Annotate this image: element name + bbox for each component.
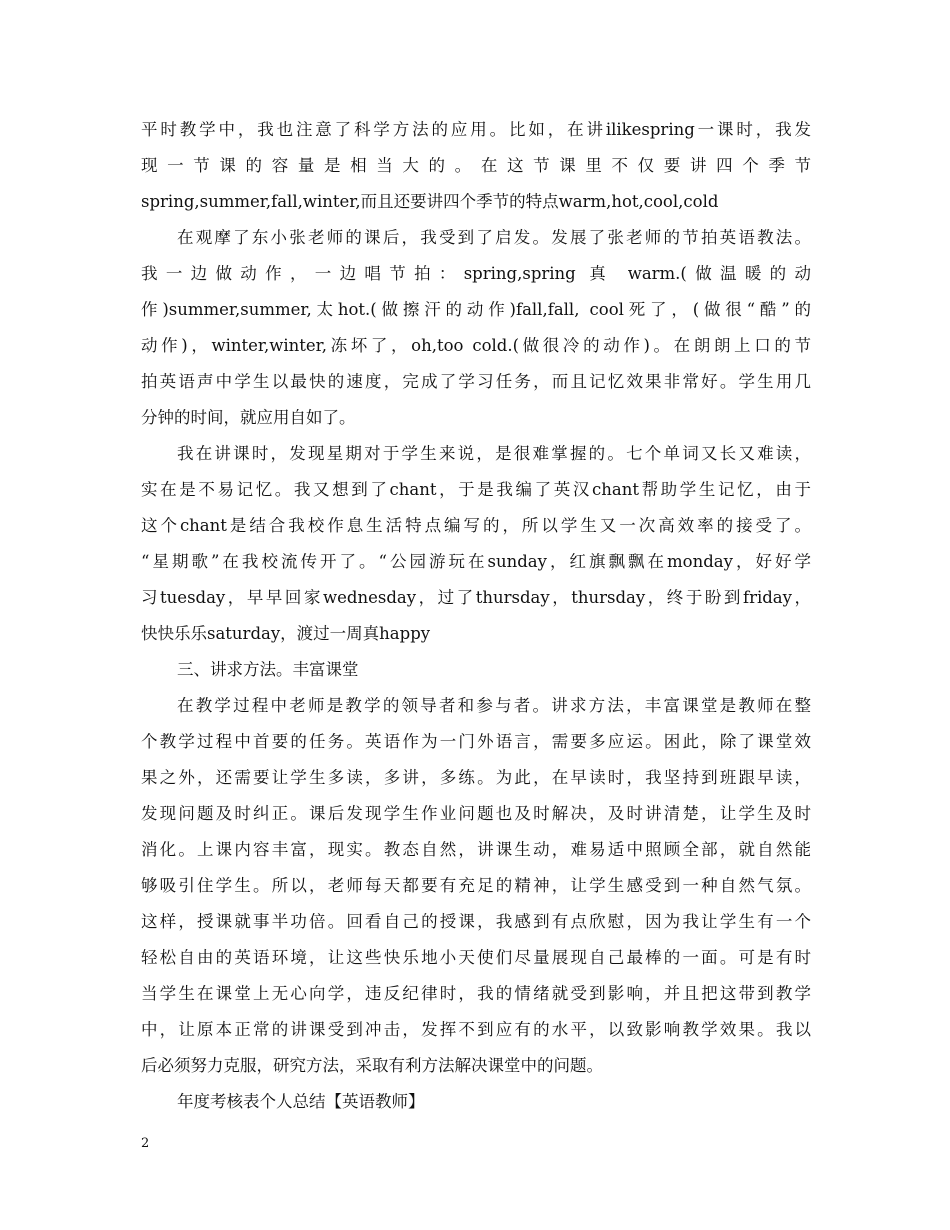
- section-heading: 三、讲求方法。丰富课堂: [177, 660, 359, 679]
- text-line: 分钟的时间，就应用自如了。: [141, 408, 356, 427]
- paragraph-first-line: 在观摩了东小张老师的课后，我受到了启发。发展了张老师的节拍英语教法。: [177, 228, 811, 247]
- document-body: [141, 112, 811, 1120]
- text-line: 拍英语声中学生以最快的速度，完成了学习任务，而且记忆效果非常好。学生用几: [141, 372, 811, 391]
- text-line: 后必须努力克服，研究方法，采取有利方法解决课堂中的问题。: [141, 1056, 603, 1075]
- paragraph-first-line: 我在讲课时，发现星期对于学生来说，是很难掌握的。七个单词又长又难读，: [177, 444, 811, 463]
- text-line: spring,summer,fall,winter,而且还要讲四个季节的特点warm,hot,cool,cold: [141, 192, 719, 211]
- text-line: 消化。上课内容丰富，现实。教态自然，讲课生动，难易适中照顾全部，就自然能: [141, 840, 811, 859]
- text-line: 这个chant是结合我校作息生活特点编写的，所以学生又一次高效率的接受了。: [141, 516, 811, 535]
- text-line: 果之外，还需要让学生多读，多讲，多练。为此，在早读时，我坚持到班跟早读，: [141, 768, 811, 787]
- text-line: 个教学过程中首要的任务。英语作为一门外语言，需要多应运。困此，除了课堂效: [141, 732, 811, 751]
- section-title: 年度考核表个人总结【英语教师】: [177, 1092, 425, 1111]
- text-line: 现一节课的容量是相当大的。在这节课里不仅要讲四个季节: [141, 156, 811, 175]
- text-line: “星期歌”在我校流传开了。“公园游玩在sunday，红旗飘飘在monday，好好学: [141, 552, 811, 571]
- text-line: 平时教学中，我也注意了科学方法的应用。比如，在讲ilikespring一课时，我发: [141, 120, 811, 139]
- text-line: 动作)，winter,winter,冻坏了，oh,too cold.(做很冷的动作)。在朗朗上口的节: [141, 336, 811, 355]
- text-line: 当学生在课堂上无心向学，违反纪律时，我的情绪就受到影响，并且把这带到教学: [141, 984, 811, 1003]
- text-line: 发现问题及时纠正。课后发现学生作业问题也及时解决，及时讲清楚，让学生及时: [141, 804, 811, 823]
- paragraph-first-line: 在教学过程中老师是教学的领导者和参与者。讲求方法，丰富课堂是教师在整: [177, 696, 811, 715]
- text-line: 习tuesday，早早回家wednesday，过了thursday，thursday，终于盼到friday，: [141, 588, 811, 607]
- text-line: 轻松自由的英语环境，让这些快乐地小天使们尽量展现自己最棒的一面。可是有时: [141, 948, 811, 967]
- text-line: 够吸引住学生。所以，老师每天都要有充足的精神，让学生感受到一种自然气氛。: [141, 876, 811, 895]
- text-line: 中，让原本正常的讲课受到冲击，发挥不到应有的水平，以致影响教学效果。我以: [141, 1020, 811, 1039]
- text-line: 我一边做动作，一边唱节拍：spring,spring 真 warm.(做温暖的动: [141, 264, 811, 283]
- text-line: 这样，授课就事半功倍。回看自己的授课，我感到有点欣慰，因为我让学生有一个: [141, 912, 811, 931]
- text-line: 作)summer,summer,太hot.(做擦汗的动作)fall,fall, cool死了，(做很“酷”的: [141, 300, 811, 319]
- page-number: 2: [141, 1136, 150, 1151]
- text-line: 实在是不易记忆。我又想到了chant，于是我编了英汉chant帮助学生记忆，由于: [141, 480, 811, 499]
- text-line: 快快乐乐saturday，渡过一周真happy: [141, 624, 431, 643]
